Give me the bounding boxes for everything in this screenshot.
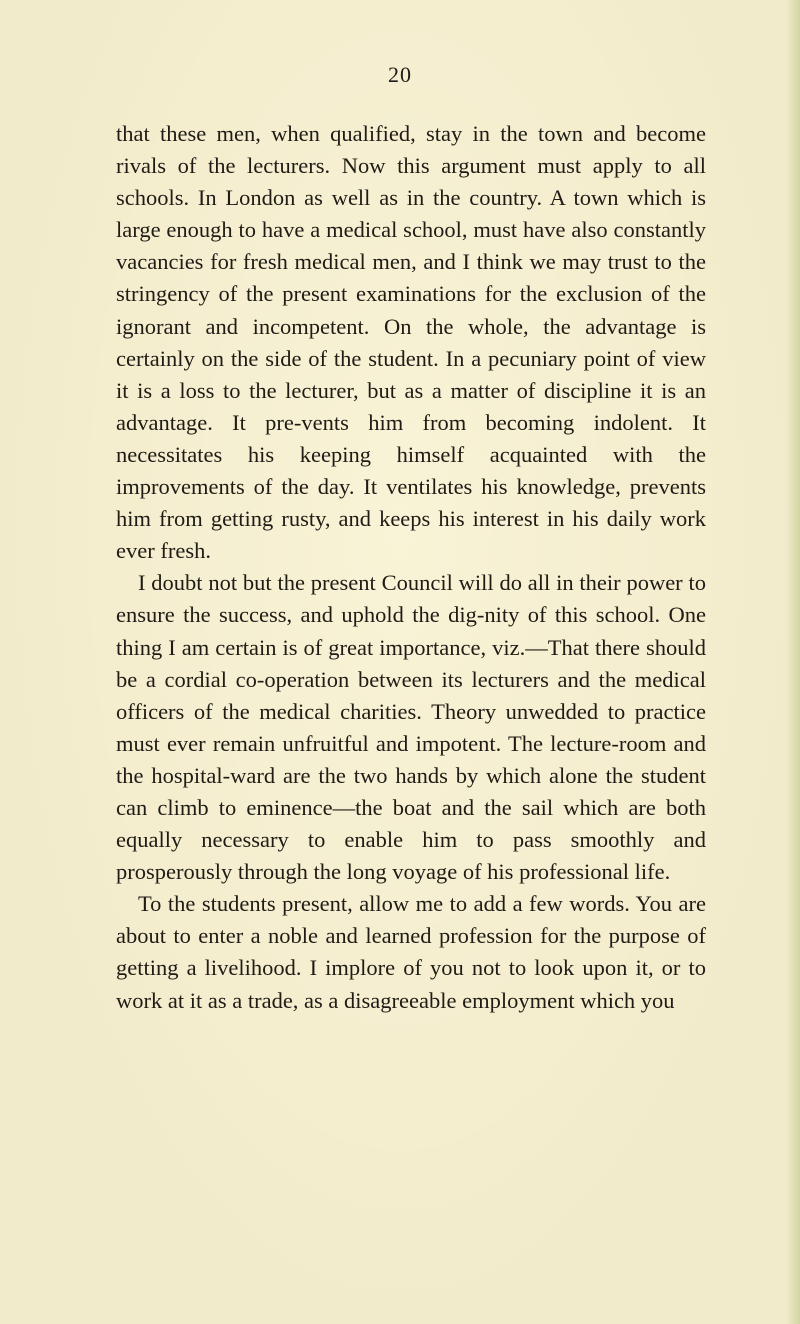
page-number: 20 <box>388 62 412 87</box>
paragraph-1: that these men, when qualified, stay in the town and become rivals of the lecturers. Now this argument must apply to all schools. In London as well as in the country. A town which is large enough to have a medical school, must have also constantly vacancies for fresh medical men, and I think we may trust to the stringency of the present examinations for the exclusion of the ignorant and incompetent. On the whole, the advantage is certainly on the side of the student. In a pecuniary point of view it is a loss to the lecturer, but as a matter of discipline it is an advantage. It pre-vents him from becoming indolent. It necessitates his keeping himself acquainted with the improvements of the day. It ventilates his knowledge, prevents him from getting rusty, and keeps his interest in his daily work ever fresh. <box>116 121 706 564</box>
paragraph-2: I doubt not but the present Council will do all in their power to ensure the success, and uphold the dig-nity of this school. One thing I am certain is of great importance, viz.—That there should be a cordial co-operation between its lecturers and the medical officers of the medical charities. Theory unwedded to practice must ever remain unfruitful and impotent. The lecture-room and the hospital-ward are the two hands by which alone the student can climb to eminence—the boat and the sail which are both equally necessary to enable him to pass smoothly and prosperously through the long voyage of his professional life. <box>116 570 706 885</box>
paragraph-3: To the students present, allow me to add a few words. You are about to enter a noble and learned profession for the purpose of getting a livelihood. I implore of you not to look upon it, or to work at it as a trade, as a disagreeable employment which you <box>116 891 706 1013</box>
body-text <box>116 118 706 1017</box>
page-edge <box>786 0 800 1324</box>
